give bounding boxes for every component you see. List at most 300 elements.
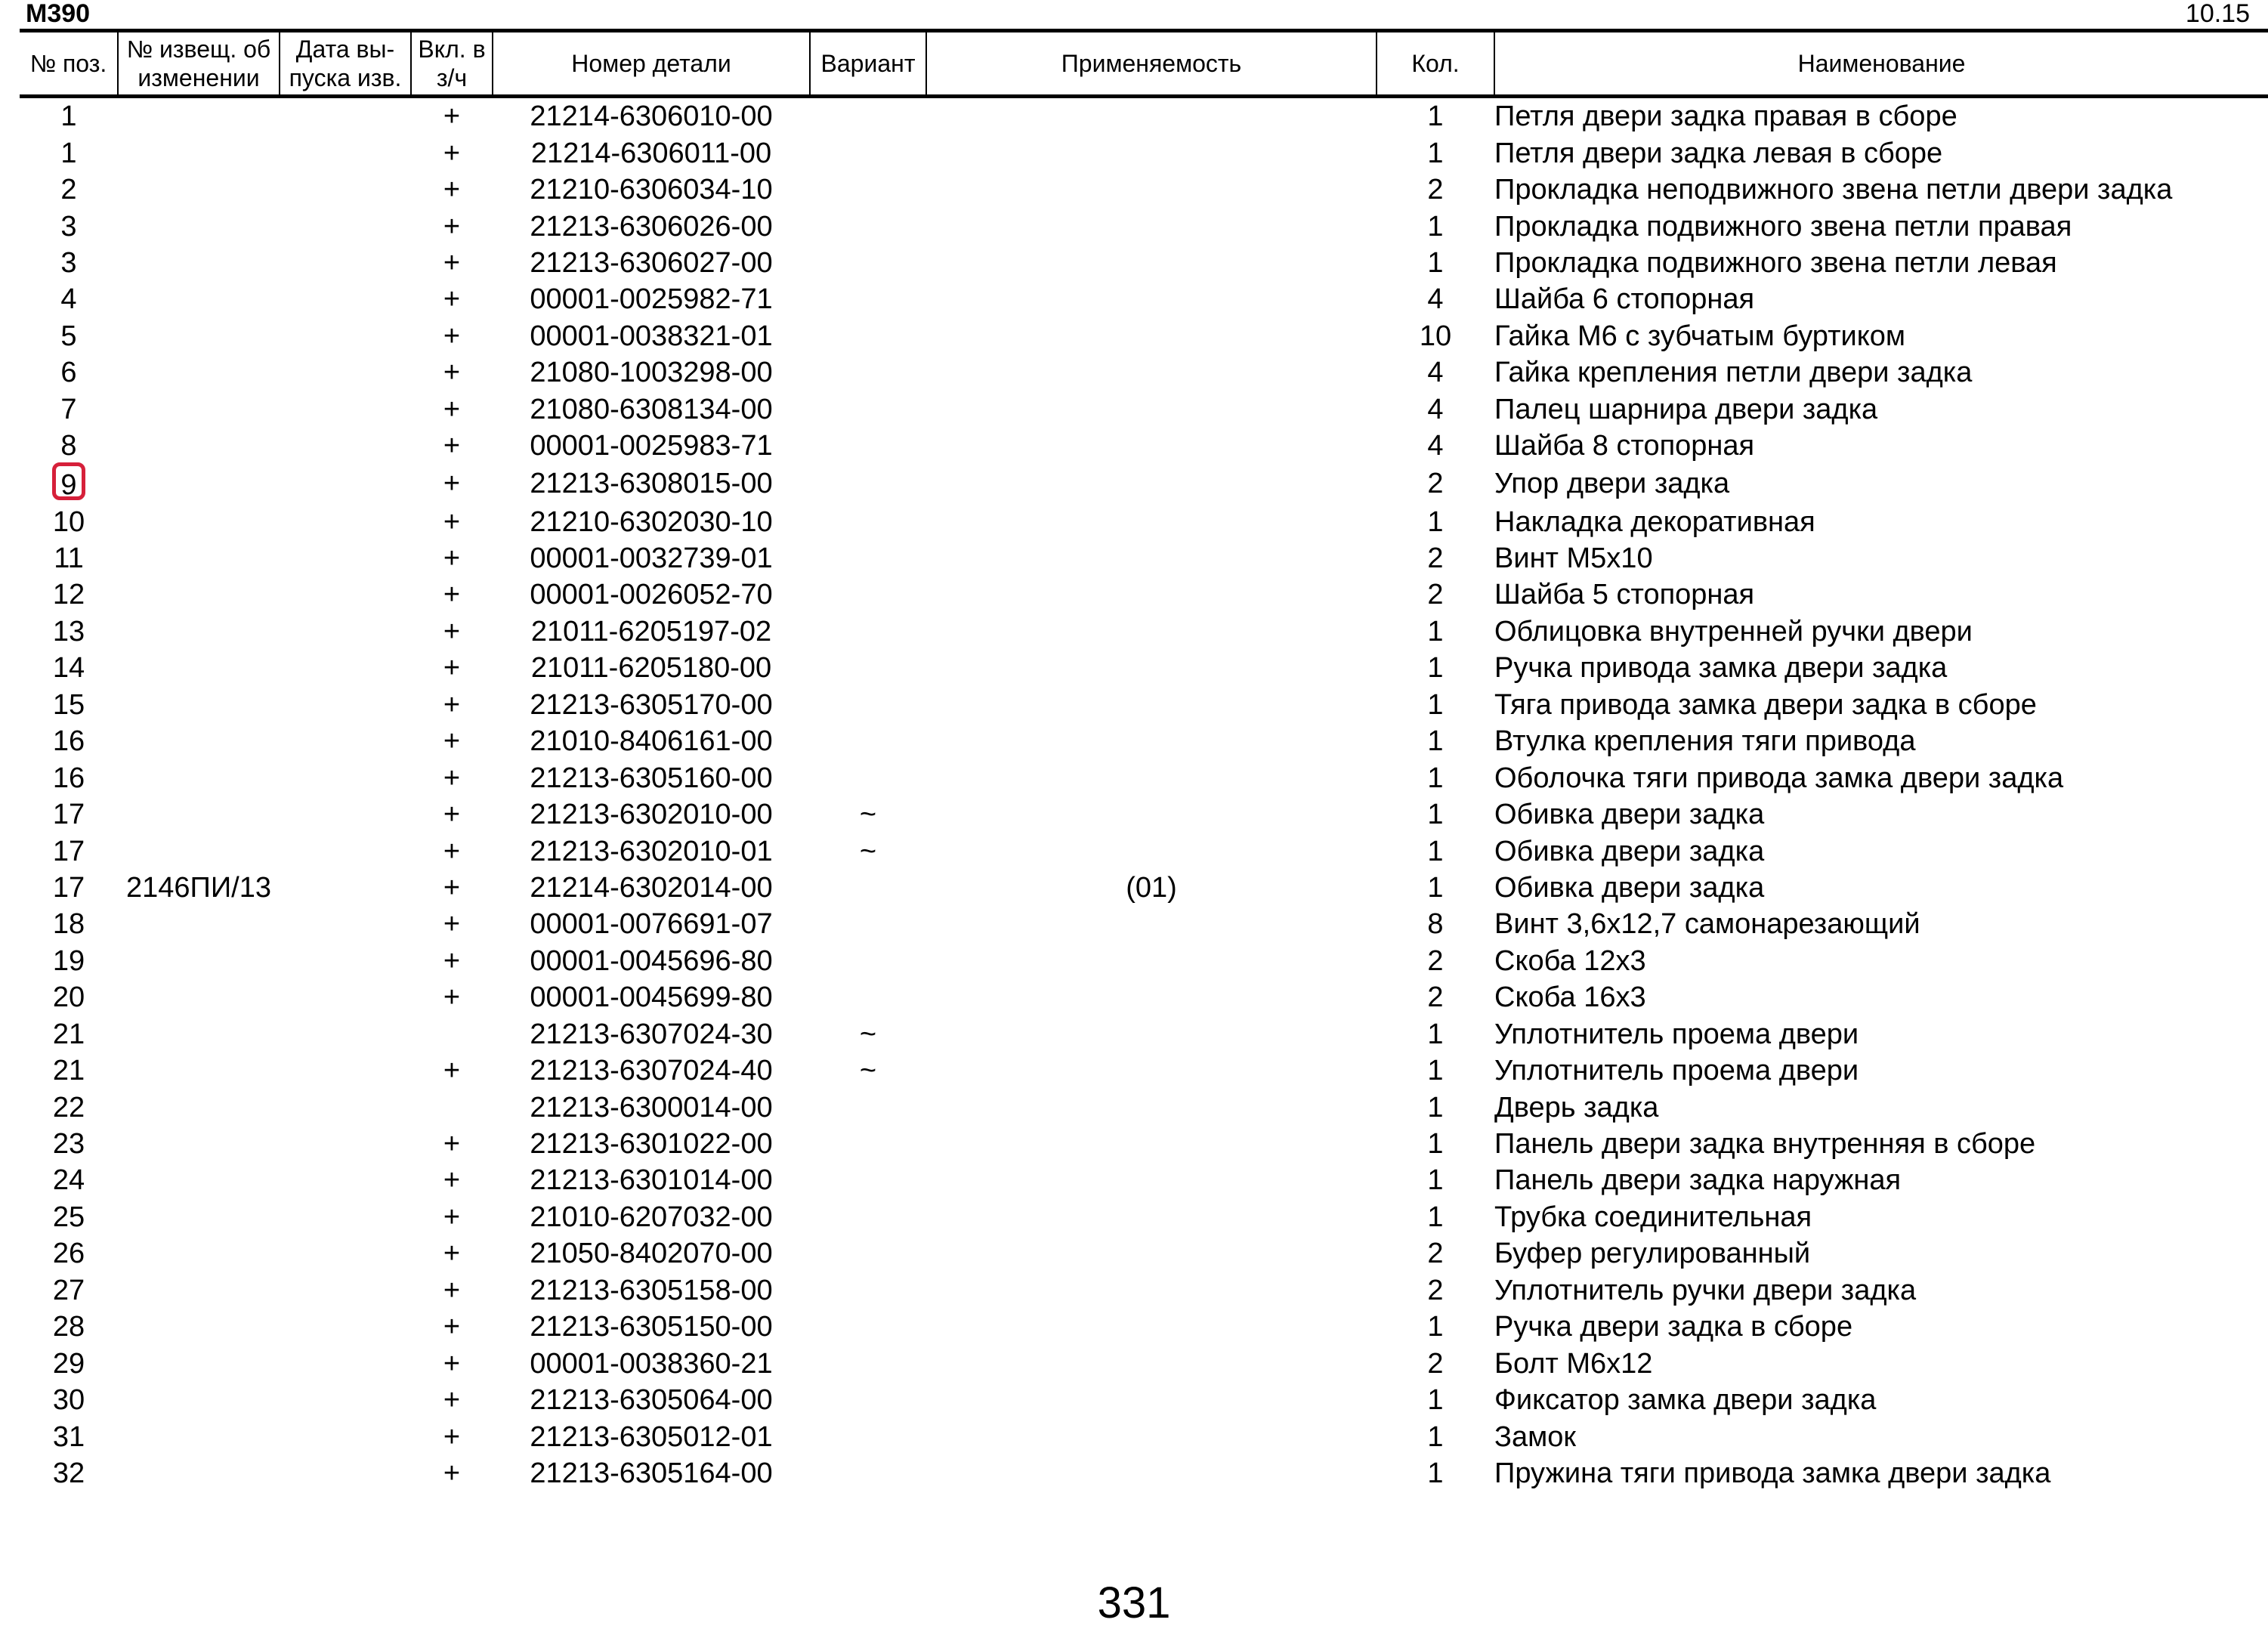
position-cell: 14 <box>52 652 85 685</box>
spare-parts-mark: + <box>443 688 461 721</box>
part-number-cell: 21213-6301022-00 <box>530 1128 773 1161</box>
part-number-cell: 00001-0038360-21 <box>530 1347 773 1380</box>
part-name-cell: Уплотнитель проема двери <box>1494 1018 1859 1050</box>
position-cell: 21 <box>52 1055 85 1087</box>
notice-date-cell <box>280 1272 411 1309</box>
notice-cell <box>118 1162 280 1198</box>
part-number-cell: 21011-6205180-00 <box>530 652 772 685</box>
notice-cell <box>118 906 280 942</box>
applicability-cell <box>926 1418 1377 1454</box>
part-name-cell: Скоба 16х3 <box>1494 981 1646 1014</box>
part-number-cell: 21213-6306027-00 <box>530 246 773 279</box>
spare-parts-mark: + <box>443 1274 461 1306</box>
position-cell: 2 <box>60 174 77 206</box>
quantity-cell: 1 <box>1427 1055 1444 1087</box>
applicability-cell <box>926 1309 1377 1345</box>
position-cell: 13 <box>52 615 85 648</box>
applicability-cell <box>926 1199 1377 1235</box>
spare-parts-mark: + <box>443 579 461 611</box>
position-cell: 10 <box>52 505 85 538</box>
col-header-position: № поз. <box>20 32 118 97</box>
position-cell: 17 <box>52 835 85 867</box>
col-header-spare-parts: Вкл. в з/ч <box>411 32 493 97</box>
table-row <box>20 134 2268 171</box>
position-cell: 21 <box>52 1018 85 1050</box>
position-cell: 26 <box>52 1238 85 1270</box>
part-number-cell: 00001-0045699-80 <box>530 981 773 1014</box>
notice-cell <box>118 1089 280 1125</box>
notice-date-cell <box>280 1052 411 1089</box>
position-cell: 1 <box>60 100 77 133</box>
part-name-cell: Гайка крепления петли двери задка <box>1494 357 1973 389</box>
position-cell: 25 <box>52 1201 85 1233</box>
quantity-cell: 8 <box>1427 908 1444 941</box>
spare-parts-mark: + <box>443 174 461 206</box>
part-name-cell: Трубка соединительная <box>1494 1201 1812 1233</box>
quantity-cell: 2 <box>1427 981 1444 1014</box>
notice-date-cell <box>280 1345 411 1381</box>
part-name-cell: Оболочка тяги привода замка двери задка <box>1494 762 2064 794</box>
applicability-cell <box>926 540 1377 576</box>
variant-cell <box>810 134 926 171</box>
applicability-cell: (01) <box>1126 871 1177 904</box>
table-row <box>20 759 2268 796</box>
part-number-cell: 21080-6308134-00 <box>530 393 773 425</box>
part-number-cell: 21010-6207032-00 <box>530 1201 773 1233</box>
notice-date-cell <box>280 1089 411 1125</box>
variant-cell <box>810 979 926 1015</box>
spare-parts-mark: + <box>443 725 461 758</box>
spare-parts-mark <box>411 1016 493 1052</box>
notice-cell <box>118 759 280 796</box>
notice-date-cell <box>280 576 411 613</box>
notice-date-cell <box>280 354 411 391</box>
spare-parts-mark: + <box>443 1347 461 1380</box>
quantity-cell: 2 <box>1427 1238 1444 1270</box>
part-number-cell: 00001-0038321-01 <box>530 320 773 352</box>
variant-cell <box>810 318 926 354</box>
quantity-cell: 2 <box>1427 1347 1444 1380</box>
quantity-cell: 1 <box>1427 1201 1444 1233</box>
table-row <box>20 1199 2268 1235</box>
part-name-cell: Прокладка подвижного звена петли правая <box>1494 210 2072 243</box>
table-row <box>20 1052 2268 1089</box>
part-name-cell: Уплотнитель проема двери <box>1494 1055 1859 1087</box>
col-header-notice-date: Дата вы-пуска изв. <box>280 32 411 97</box>
part-number-cell: 21213-6307024-30 <box>530 1018 773 1050</box>
notice-cell <box>118 134 280 171</box>
variant-cell <box>810 97 926 135</box>
notice-cell <box>118 540 280 576</box>
notice-date-cell <box>280 833 411 869</box>
position-cell: 3 <box>60 210 77 243</box>
quantity-cell: 2 <box>1427 468 1444 500</box>
position-cell: 17 <box>52 799 85 831</box>
notice-date-cell <box>280 134 411 171</box>
col-header-quantity: Кол. <box>1377 32 1494 97</box>
notice-date-cell <box>280 1418 411 1454</box>
part-name-cell: Ручка привода замка двери задка <box>1494 652 1948 685</box>
table-row <box>20 1418 2268 1454</box>
part-number-cell: 21010-8406161-00 <box>530 725 773 758</box>
variant-cell <box>810 1126 926 1162</box>
notice-date-cell <box>280 759 411 796</box>
notice-cell <box>118 1382 280 1418</box>
quantity-cell: 4 <box>1427 357 1444 389</box>
quantity-cell: 4 <box>1427 283 1444 316</box>
spare-parts-mark: + <box>443 1055 461 1087</box>
notice-date-cell <box>280 906 411 942</box>
part-name-cell: Шайба 5 стопорная <box>1494 579 1755 611</box>
applicability-cell <box>926 1345 1377 1381</box>
variant-cell <box>810 1382 926 1418</box>
part-name-cell: Обивка двери задка <box>1494 871 1765 904</box>
position-cell: 15 <box>52 688 85 721</box>
applicability-cell <box>926 428 1377 464</box>
notice-cell <box>118 391 280 428</box>
notice-date-cell <box>280 318 411 354</box>
position-cell: 1 <box>60 137 77 169</box>
variant-cell <box>810 906 926 942</box>
notice-cell <box>118 172 280 208</box>
position-cell: 4 <box>60 283 77 316</box>
table-row <box>20 1455 2268 1491</box>
variant-cell: ~ <box>859 799 877 831</box>
table-row <box>20 503 2268 539</box>
part-name-cell: Буфер регулированный <box>1494 1238 1811 1270</box>
variant-cell <box>810 723 926 759</box>
applicability-cell <box>926 391 1377 428</box>
variant-cell <box>810 1418 926 1454</box>
variant-cell <box>810 428 926 464</box>
spare-parts-mark: + <box>443 320 461 352</box>
part-number-cell: 21213-6305150-00 <box>530 1311 773 1343</box>
variant-cell <box>810 1199 926 1235</box>
quantity-cell: 1 <box>1427 246 1444 279</box>
quantity-cell: 1 <box>1427 1420 1444 1453</box>
position-cell: 32 <box>52 1457 85 1489</box>
part-name-cell: Палец шарнира двери задка <box>1494 393 1878 425</box>
part-number-cell: 21210-6302030-10 <box>530 505 773 538</box>
notice-cell <box>118 1126 280 1162</box>
applicability-cell <box>926 464 1377 503</box>
position-cell: 22 <box>52 1091 85 1124</box>
notice-date-cell <box>280 503 411 539</box>
applicability-cell <box>926 906 1377 942</box>
position-cell: 28 <box>52 1311 85 1343</box>
table-row <box>20 1089 2268 1125</box>
spare-parts-mark: + <box>443 1311 461 1343</box>
position-cell: 19 <box>52 944 85 977</box>
notice-date-cell <box>280 428 411 464</box>
table-row <box>20 208 2268 244</box>
applicability-cell <box>926 614 1377 650</box>
variant-cell <box>810 464 926 503</box>
table-row <box>20 650 2268 686</box>
spare-parts-mark <box>411 1089 493 1125</box>
spare-parts-mark: + <box>443 1457 461 1489</box>
applicability-cell <box>926 576 1377 613</box>
spare-parts-mark: + <box>443 1201 461 1233</box>
variant-cell <box>810 870 926 906</box>
spare-parts-mark: + <box>443 542 461 575</box>
part-name-cell: Петля двери задка левая в сборе <box>1494 137 1943 169</box>
quantity-cell: 2 <box>1427 944 1444 977</box>
applicability-cell <box>926 723 1377 759</box>
notice-date-cell <box>280 870 411 906</box>
variant-cell <box>810 759 926 796</box>
variant-cell: ~ <box>859 1018 877 1050</box>
applicability-cell <box>926 134 1377 171</box>
notice-date-cell <box>280 1016 411 1052</box>
applicability-cell <box>926 172 1377 208</box>
quantity-cell: 1 <box>1427 1384 1444 1417</box>
part-name-cell: Фиксатор замка двери задка <box>1494 1384 1877 1417</box>
applicability-cell <box>926 943 1377 979</box>
notice-cell <box>118 208 280 244</box>
notice-cell <box>118 1052 280 1089</box>
table-row <box>20 1126 2268 1162</box>
part-name-cell: Гайка М6 с зубчатым буртиком <box>1494 320 1906 352</box>
notice-cell <box>118 1309 280 1345</box>
applicability-cell <box>926 318 1377 354</box>
applicability-cell <box>926 281 1377 317</box>
position-cell: 5 <box>60 320 77 352</box>
part-name-cell: Ручка двери задка в сборе <box>1494 1311 1853 1343</box>
variant-cell <box>810 1455 926 1491</box>
notice-cell <box>118 318 280 354</box>
quantity-cell: 1 <box>1427 1128 1444 1161</box>
table-row <box>20 1309 2268 1345</box>
applicability-cell <box>926 503 1377 539</box>
quantity-cell: 2 <box>1427 1274 1444 1306</box>
table-row <box>20 1162 2268 1198</box>
notice-date-cell <box>280 1309 411 1345</box>
notice-date-cell <box>280 1455 411 1491</box>
spare-parts-mark: + <box>443 137 461 169</box>
part-number-cell: 00001-0076691-07 <box>530 908 773 941</box>
notice-cell <box>118 796 280 833</box>
table-row <box>20 172 2268 208</box>
position-cell: 31 <box>52 1420 85 1453</box>
part-number-cell: 21213-6305170-00 <box>530 688 773 721</box>
position-cell: 8 <box>60 430 77 462</box>
table-row <box>20 796 2268 833</box>
applicability-cell <box>926 1162 1377 1198</box>
notice-date-cell <box>280 540 411 576</box>
notice-cell <box>118 687 280 723</box>
part-number-cell: 21213-6307024-40 <box>530 1055 773 1087</box>
position-cell: 18 <box>52 908 85 941</box>
quantity-cell: 4 <box>1427 393 1444 425</box>
quantity-cell: 1 <box>1427 871 1444 904</box>
position-cell: 23 <box>52 1128 85 1161</box>
part-name-cell: Петля двери задка правая в сборе <box>1494 100 1957 133</box>
table-body <box>20 97 2268 1492</box>
quantity-cell: 1 <box>1427 1457 1444 1489</box>
variant-cell <box>810 576 926 613</box>
table-row <box>20 1345 2268 1381</box>
quantity-cell: 1 <box>1427 1311 1444 1343</box>
quantity-cell: 2 <box>1427 579 1444 611</box>
col-header-variant: Вариант <box>810 32 926 97</box>
parts-table <box>20 32 2268 1491</box>
applicability-cell <box>926 97 1377 135</box>
part-name-cell: Винт М5х10 <box>1494 542 1653 575</box>
variant-cell <box>810 1089 926 1125</box>
table-row <box>20 614 2268 650</box>
spare-parts-mark: + <box>443 283 461 316</box>
part-number-cell: 21214-6302014-00 <box>530 871 773 904</box>
applicability-cell <box>926 796 1377 833</box>
notice-date-cell <box>280 172 411 208</box>
part-name-cell: Панель двери задка наружная <box>1494 1164 1902 1197</box>
variant-cell <box>810 172 926 208</box>
notice-date-cell <box>280 281 411 317</box>
quantity-cell: 10 <box>1419 320 1452 352</box>
part-number-cell: 00001-0025982-71 <box>530 283 773 316</box>
part-name-cell: Скоба 12х3 <box>1494 944 1646 977</box>
variant-cell <box>810 1272 926 1309</box>
notice-date-cell <box>280 1199 411 1235</box>
applicability-cell <box>926 354 1377 391</box>
notice-date-cell <box>280 1126 411 1162</box>
notice-cell <box>118 428 280 464</box>
notice-date-cell <box>280 208 411 244</box>
variant-cell <box>810 391 926 428</box>
quantity-cell: 1 <box>1427 762 1444 794</box>
table-row <box>20 1382 2268 1418</box>
notice-date-cell <box>280 687 411 723</box>
variant-cell <box>810 503 926 539</box>
position-cell: 29 <box>52 1347 85 1380</box>
spare-parts-mark: + <box>443 246 461 279</box>
position-cell: 12 <box>52 579 85 611</box>
spare-parts-mark: + <box>443 981 461 1014</box>
notice-cell <box>118 614 280 650</box>
position-cell: 24 <box>52 1164 85 1197</box>
table-row <box>20 245 2268 281</box>
part-number-cell: 21213-6305158-00 <box>530 1274 773 1306</box>
notice-cell <box>118 245 280 281</box>
part-number-cell: 21214-6306011-00 <box>530 137 772 169</box>
spare-parts-mark: + <box>443 468 461 500</box>
variant-cell: ~ <box>859 835 877 867</box>
section-code: 10.15 <box>2185 0 2250 28</box>
page-number: 331 <box>1097 1578 1171 1627</box>
notice-date-cell <box>280 979 411 1015</box>
position-cell <box>20 464 118 503</box>
position-cell: 27 <box>52 1274 85 1306</box>
part-number-cell: 21011-6205197-02 <box>530 615 772 648</box>
part-number-cell: 00001-0045696-80 <box>530 944 773 977</box>
spare-parts-mark: + <box>443 393 461 425</box>
variant-cell <box>810 614 926 650</box>
part-number-cell: 21050-8402070-00 <box>530 1238 773 1270</box>
position-cell: 16 <box>52 725 85 758</box>
table-row <box>20 1235 2268 1272</box>
notice-cell <box>118 1016 280 1052</box>
spare-parts-mark: + <box>443 944 461 977</box>
part-name-cell: Панель двери задка внутренняя в сборе <box>1494 1128 2036 1161</box>
quantity-cell: 1 <box>1427 799 1444 831</box>
part-number-cell: 00001-0026052-70 <box>530 579 773 611</box>
table-row <box>20 97 2268 135</box>
variant-cell <box>810 943 926 979</box>
notice-cell <box>118 943 280 979</box>
applicability-cell <box>926 759 1377 796</box>
part-number-cell: 21213-6308015-00 <box>530 468 773 500</box>
variant-cell <box>810 1309 926 1345</box>
variant-cell <box>810 354 926 391</box>
notice-cell <box>118 833 280 869</box>
applicability-cell <box>926 245 1377 281</box>
quantity-cell: 1 <box>1427 652 1444 685</box>
spare-parts-mark: + <box>443 1384 461 1417</box>
applicability-cell <box>926 208 1377 244</box>
notice-cell <box>118 723 280 759</box>
notice-cell <box>118 1418 280 1454</box>
variant-cell <box>810 1345 926 1381</box>
part-name-cell: Болт М6х12 <box>1494 1347 1653 1380</box>
part-name-cell: Пружина тяги привода замка двери задка <box>1494 1457 2051 1489</box>
position-cell: 6 <box>60 357 77 389</box>
part-name-cell: Накладка декоративная <box>1494 505 1815 538</box>
variant-cell <box>810 687 926 723</box>
spare-parts-mark: + <box>443 100 461 133</box>
part-number-cell: 21214-6306010-00 <box>530 100 773 133</box>
part-name-cell: Шайба 6 стопорная <box>1494 283 1755 316</box>
notice-cell <box>118 354 280 391</box>
notice-cell <box>118 1235 280 1272</box>
notice-cell <box>118 97 280 135</box>
table-row <box>20 1016 2268 1052</box>
quantity-cell: 4 <box>1427 430 1444 462</box>
quantity-cell: 1 <box>1427 137 1444 169</box>
part-number-cell: 00001-0025983-71 <box>530 430 773 462</box>
part-name-cell: Обивка двери задка <box>1494 835 1765 867</box>
col-header-applicability: Применяемость <box>926 32 1377 97</box>
table-row <box>20 687 2268 723</box>
notice-cell <box>118 979 280 1015</box>
applicability-cell <box>926 1052 1377 1089</box>
applicability-cell <box>926 1272 1377 1309</box>
quantity-cell: 1 <box>1427 725 1444 758</box>
table-row <box>20 870 2268 906</box>
part-name-cell: Втулка крепления тяги привода <box>1494 725 1916 758</box>
notice-cell <box>118 1272 280 1309</box>
col-header-notice: № извещ. об изменении <box>118 32 280 97</box>
part-name-cell: Шайба 8 стопорная <box>1494 430 1755 462</box>
notice-date-cell <box>280 464 411 503</box>
notice-cell <box>118 503 280 539</box>
part-number-cell: 21210-6306034-10 <box>530 174 773 206</box>
notice-cell <box>118 281 280 317</box>
quantity-cell: 1 <box>1427 688 1444 721</box>
quantity-cell: 1 <box>1427 1091 1444 1124</box>
position-cell: 7 <box>60 393 77 425</box>
spare-parts-mark: + <box>443 210 461 243</box>
part-number-cell: 21213-6302010-01 <box>530 835 773 867</box>
part-number-cell: 21213-6301014-00 <box>530 1164 773 1197</box>
table-row <box>20 833 2268 869</box>
applicability-cell <box>926 1126 1377 1162</box>
spare-parts-mark: + <box>443 1164 461 1197</box>
part-number-cell: 21213-6300014-00 <box>530 1091 773 1124</box>
notice-date-cell <box>280 614 411 650</box>
part-name-cell: Упор двери задка <box>1494 468 1730 500</box>
spare-parts-mark: + <box>443 357 461 389</box>
